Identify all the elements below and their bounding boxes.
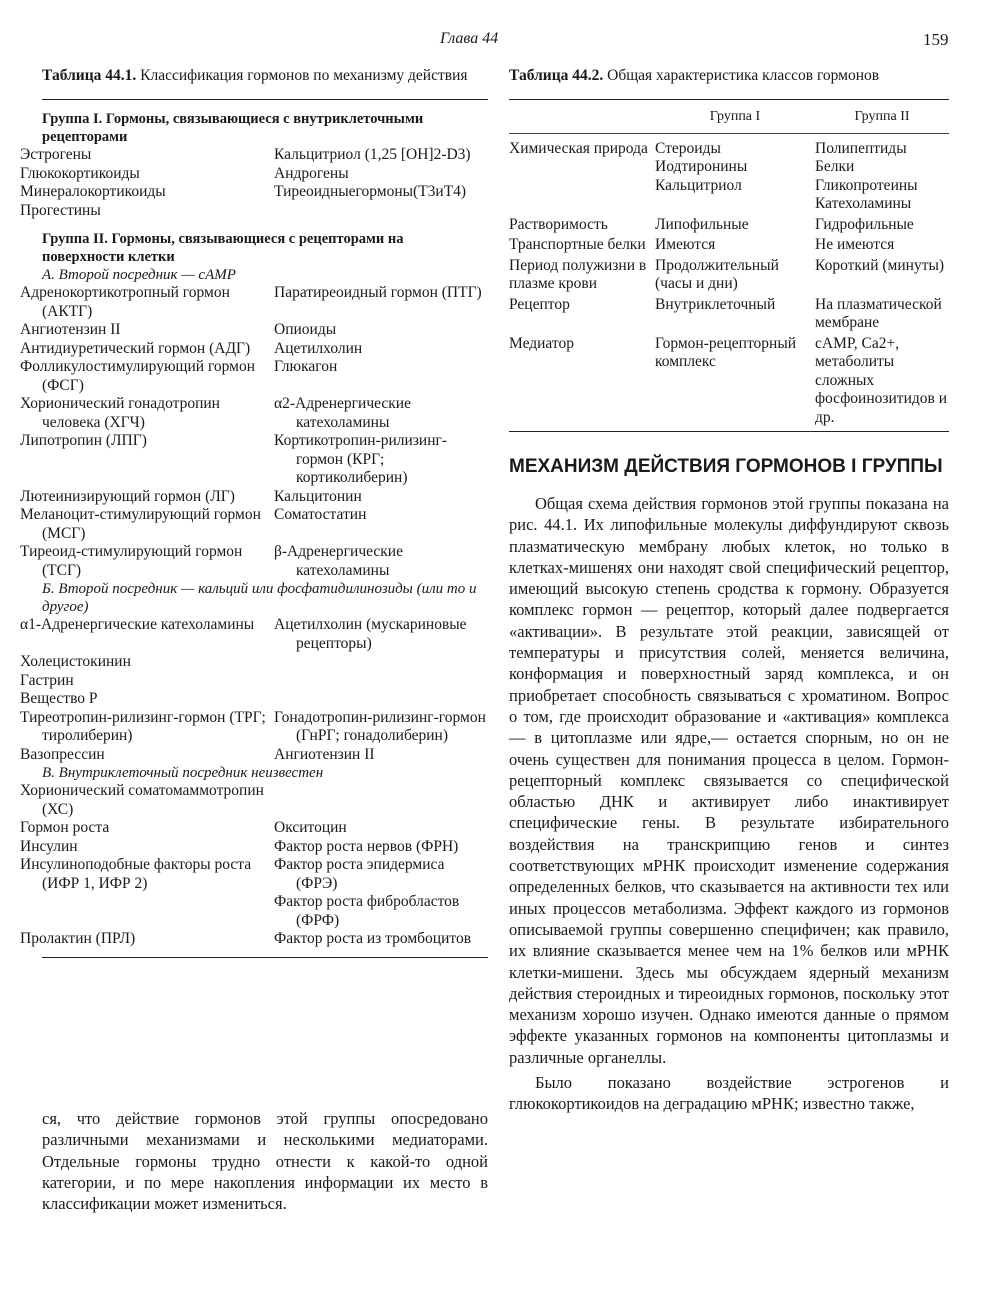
table2-top-rule [509, 99, 949, 100]
table-row [20, 930, 488, 949]
hormone-right: Окситоцин [274, 819, 347, 836]
group2-value: Не имеются [815, 236, 895, 253]
hormone-right: Андрогены [274, 164, 349, 182]
property: Медиатор [509, 334, 574, 352]
group1-value: Внутриклеточный [655, 295, 776, 313]
group1-value: Липофильные [655, 215, 749, 233]
table-row [20, 690, 488, 709]
hormone-right: Фактор роста из тромбоцитов [274, 930, 472, 947]
table2-caption-text: Общая характеристика классов гормонов [607, 67, 880, 84]
group2-value: На плазматической мембране [815, 295, 942, 331]
hormone-left: Тиреотропин-рилизинг-гормон (ТРГ; тиролиберин) [20, 708, 266, 744]
group2-value: Короткий (минуты) [815, 256, 945, 274]
hormone-right: Опиоиды [274, 321, 337, 338]
table-row [20, 745, 488, 765]
group2-value: cAMP, Ca2+, метаболиты сложных фосфоинозитидов и др. [815, 334, 947, 426]
table-row [20, 819, 488, 838]
table2-row [509, 140, 949, 214]
hormone-right: Фактор роста нервов (ФРН) [274, 837, 459, 855]
hormone-left: Липотропин (ЛПГ) [20, 432, 147, 449]
table2-header-rule [509, 133, 949, 134]
hormone-right: Соматостатин [274, 506, 367, 523]
table-row [42, 893, 488, 930]
hormone-right: Кальцитонин [274, 487, 362, 505]
table2-col2: Группа II [854, 109, 910, 124]
hormone-left: Хорионический гонадотропин человека (ХГЧ) [20, 395, 220, 431]
table-row [20, 708, 488, 746]
group1-value: Продолжительный (часы и дни) [655, 256, 779, 292]
table-row [20, 671, 488, 691]
hormone-left: α1-Адренергические катехоламины [20, 616, 255, 633]
hormone-left: Холецистокинин [20, 653, 131, 670]
hormone-right: Гонадотропин-рилизинг-гормон (ГнРГ; гонадолиберин) [274, 708, 486, 744]
page-header [0, 30, 1002, 54]
table-row [20, 339, 488, 359]
table-row [20, 201, 488, 221]
property: Транспортные белки [509, 236, 646, 253]
hormone-left: Глюкокортикоиды [20, 164, 140, 182]
hormone-left: Минералокортикоиды [20, 183, 166, 200]
table-row [20, 506, 488, 543]
hormone-right [274, 782, 488, 819]
hormone-left: Вещество Р [20, 690, 98, 707]
group2-sub-c: В. Внутриклеточный посредник неизвестен [42, 765, 324, 781]
group2-value: Полипептиды Белки Гликопротеины Катехоламины [815, 139, 918, 212]
table-row [20, 284, 488, 321]
table-row [20, 653, 488, 672]
table-row [20, 146, 488, 165]
group1-value: Стероиды Иодтиронины Кальцитриол [655, 139, 748, 194]
group1-value: Гормон-рецепторный комплекс [655, 334, 797, 370]
table-row [20, 616, 488, 653]
hormone-left: Пролактин (ПРЛ) [20, 930, 136, 947]
table2-caption [509, 66, 949, 85]
section-paragraph-2: Было показано воздействие эстрогенов и глюкокортикоидов на деградацию мРНК; известно также, [509, 1073, 949, 1114]
hormone-left: Хорионический соматомаммотропин (ХС) [20, 782, 264, 818]
hormone-left: Фолликулостимулирующий гормон (ФСГ) [20, 358, 256, 394]
table-row [20, 856, 488, 893]
table2-row [509, 236, 949, 255]
property: Период полужизни в плазме крови [509, 256, 647, 292]
hormone-right: Ацетилхолин [274, 339, 363, 357]
group2-a-rows [20, 284, 488, 580]
group1-rows [20, 146, 488, 220]
table2-row [509, 216, 949, 235]
page-number: 159 [923, 30, 949, 49]
hormone-left: Гастрин [20, 671, 74, 689]
hormone-left: Меланоцит-стимулирующий гормон (МСГ) [20, 506, 261, 542]
group1-value: Имеются [655, 236, 716, 253]
right-column [509, 66, 949, 1115]
hormone-left: Инсулиноподобные факторы роста (ИФР 1, ИФР 2) [20, 856, 252, 892]
hormone-right: α2-Адренергические катехоламины [274, 395, 411, 431]
property: Рецептор [509, 295, 570, 313]
table1-caption-text: Классификация гормонов по механизму действия [140, 67, 468, 84]
table2-header [509, 108, 949, 127]
hormone-left: Адренокортикотропный гормон (АКТГ) [20, 284, 230, 320]
table1-bottom-rule [42, 957, 488, 958]
table2-body [509, 140, 949, 428]
table1-caption [42, 66, 488, 85]
table-row [20, 487, 488, 507]
group2-title: Группа II. Гормоны, связывающиеся с рецепторами на поверхности клетки [42, 231, 404, 265]
table-row [20, 358, 488, 395]
hormone-right [274, 653, 488, 672]
table-row [20, 432, 488, 488]
hormone-right: Кортикотропин-рилизинг-гормон (КРГ; кортиколиберин) [274, 432, 448, 486]
table-row [20, 543, 488, 580]
hormone-right: Кальцитриол (1,25 [OH]2-D3) [274, 146, 471, 163]
hormone-right: Фактор роста эпидермиса (ФРЭ) [274, 856, 445, 892]
table-row [20, 321, 488, 340]
table2-col1: Группа I [709, 109, 761, 124]
hormone-right: Ангиотензин II [274, 745, 375, 763]
table2-caption-label: Таблица 44.2. [509, 67, 604, 84]
hormone-right: Глюкагон [274, 358, 338, 375]
hormone-right [274, 202, 488, 221]
hormone-right: Тиреоидныегормоны(T3иT4) [274, 183, 467, 200]
hormone-left: Антидиуретический гормон (АДГ) [20, 339, 251, 357]
group2-value: Гидрофильные [815, 215, 914, 233]
table-row [20, 183, 488, 202]
group2-b-rows [20, 616, 488, 764]
hormone-left [42, 893, 274, 930]
hormone-left: Гормон роста [20, 819, 110, 836]
table-row [20, 837, 488, 857]
left-tail-paragraph: ся, что действие гормонов этой группы опосредовано различными механизмами и несколькими медиаторами. Отдельные гормоны трудно отнести к какой-то одной категории, и по мере накопления информации их место в классификации может измениться. [42, 1109, 488, 1214]
group2-c-rows [20, 782, 488, 949]
hormone-right: Ацетилхолин (мускариновые рецепторы) [274, 616, 467, 652]
hormone-right: β-Адренергические катехоламины [274, 543, 403, 579]
table-row [20, 782, 488, 819]
table-row [20, 164, 488, 184]
hormone-left: Лютеинизирующий гормон (ЛГ) [20, 487, 235, 505]
table-44-1 [20, 66, 488, 958]
hormone-left: Прогестины [20, 201, 101, 219]
hormone-left: Эстрогены [20, 146, 92, 163]
property: Химическая природа [509, 139, 648, 157]
table1-caption-label: Таблица 44.1. [42, 67, 137, 84]
hormone-right [274, 690, 488, 709]
hormone-right [274, 672, 488, 691]
group1-title: Группа I. Гормоны, связывающиеся с внутриклеточными рецепторами [42, 111, 424, 145]
hormone-left: Тиреоид-стимулирующий гормон (ТСГ) [20, 543, 243, 579]
property: Растворимость [509, 215, 608, 233]
section-paragraph-1: Общая схема действия гормонов этой группы показана на рис. 44.1. Их липофильные молекулы диффундируют сквозь плазматическую мембрану любых клеток, но только в клетках-мишенях они находят свой специфический рецептор, имеющий высокую степень сродства к гормону. Образуется комплекс гормон — рецептор, который далее подвергается «активации». В результате этой реакции, зависящей от температуры и присутствия солей, меняется величина, конформация и поверхностный заряд комплекса, и он приобретает способность связываться с хроматином. Вопрос о том, где происходит образование и «активация» комплекса — в цитоплазме или ядре,— остается спорным, но он не очень существен для понимания процесса в целом. Гормон-рецепторный комплекс связывается со специфической областью ДНК и активирует либо инактивирует специфические гены. В результате избирательного воздействия на транскрипцию генов и синтез соответствующих мРНК происходит изменение содержания определенных белков, что сказывается на активности тех или иных процессов метаболизма. Эффект каждого из гормонов описываемой группы совершенно специфичен; как правило, их влияние сказывается менее чем на 1% белков или мРНК клетки-мишени. Здесь мы обсуждаем ядерный механизм действия стероидных и тиреоидных гормонов, поскольку этот механизм хорошо изучен. Однако имеются данные о прямом эффекте указанных гормонов на компоненты цитоплазмы и различные органеллы. [509, 494, 949, 1067]
table2-row [509, 296, 949, 333]
hormone-right: Паратиреоидный гормон (ПТГ) [274, 284, 482, 301]
table-row [20, 395, 488, 432]
group2-sub-b: Б. Второй посредник — кальций или фосфатидилинозиды (или то и другое) [42, 581, 477, 615]
group2-sub-a: А. Второй посредник — cAMP [42, 267, 236, 283]
table2-row [509, 257, 949, 294]
chapter-title: Глава 44 [440, 30, 499, 47]
hormone-left: Инсулин [20, 837, 78, 855]
table2-bottom-rule [509, 431, 949, 432]
section-heading: МЕХАНИЗМ ДЕЙСТВИЯ ГОРМОНОВ I ГРУППЫ [509, 456, 943, 477]
table2-row [509, 335, 949, 428]
hormone-right: Фактор роста фибробластов (ФРФ) [274, 893, 460, 929]
table1-top-rule [42, 99, 488, 100]
hormone-left: Вазопрессин [20, 745, 105, 763]
hormone-left: Ангиотензин II [20, 321, 121, 338]
